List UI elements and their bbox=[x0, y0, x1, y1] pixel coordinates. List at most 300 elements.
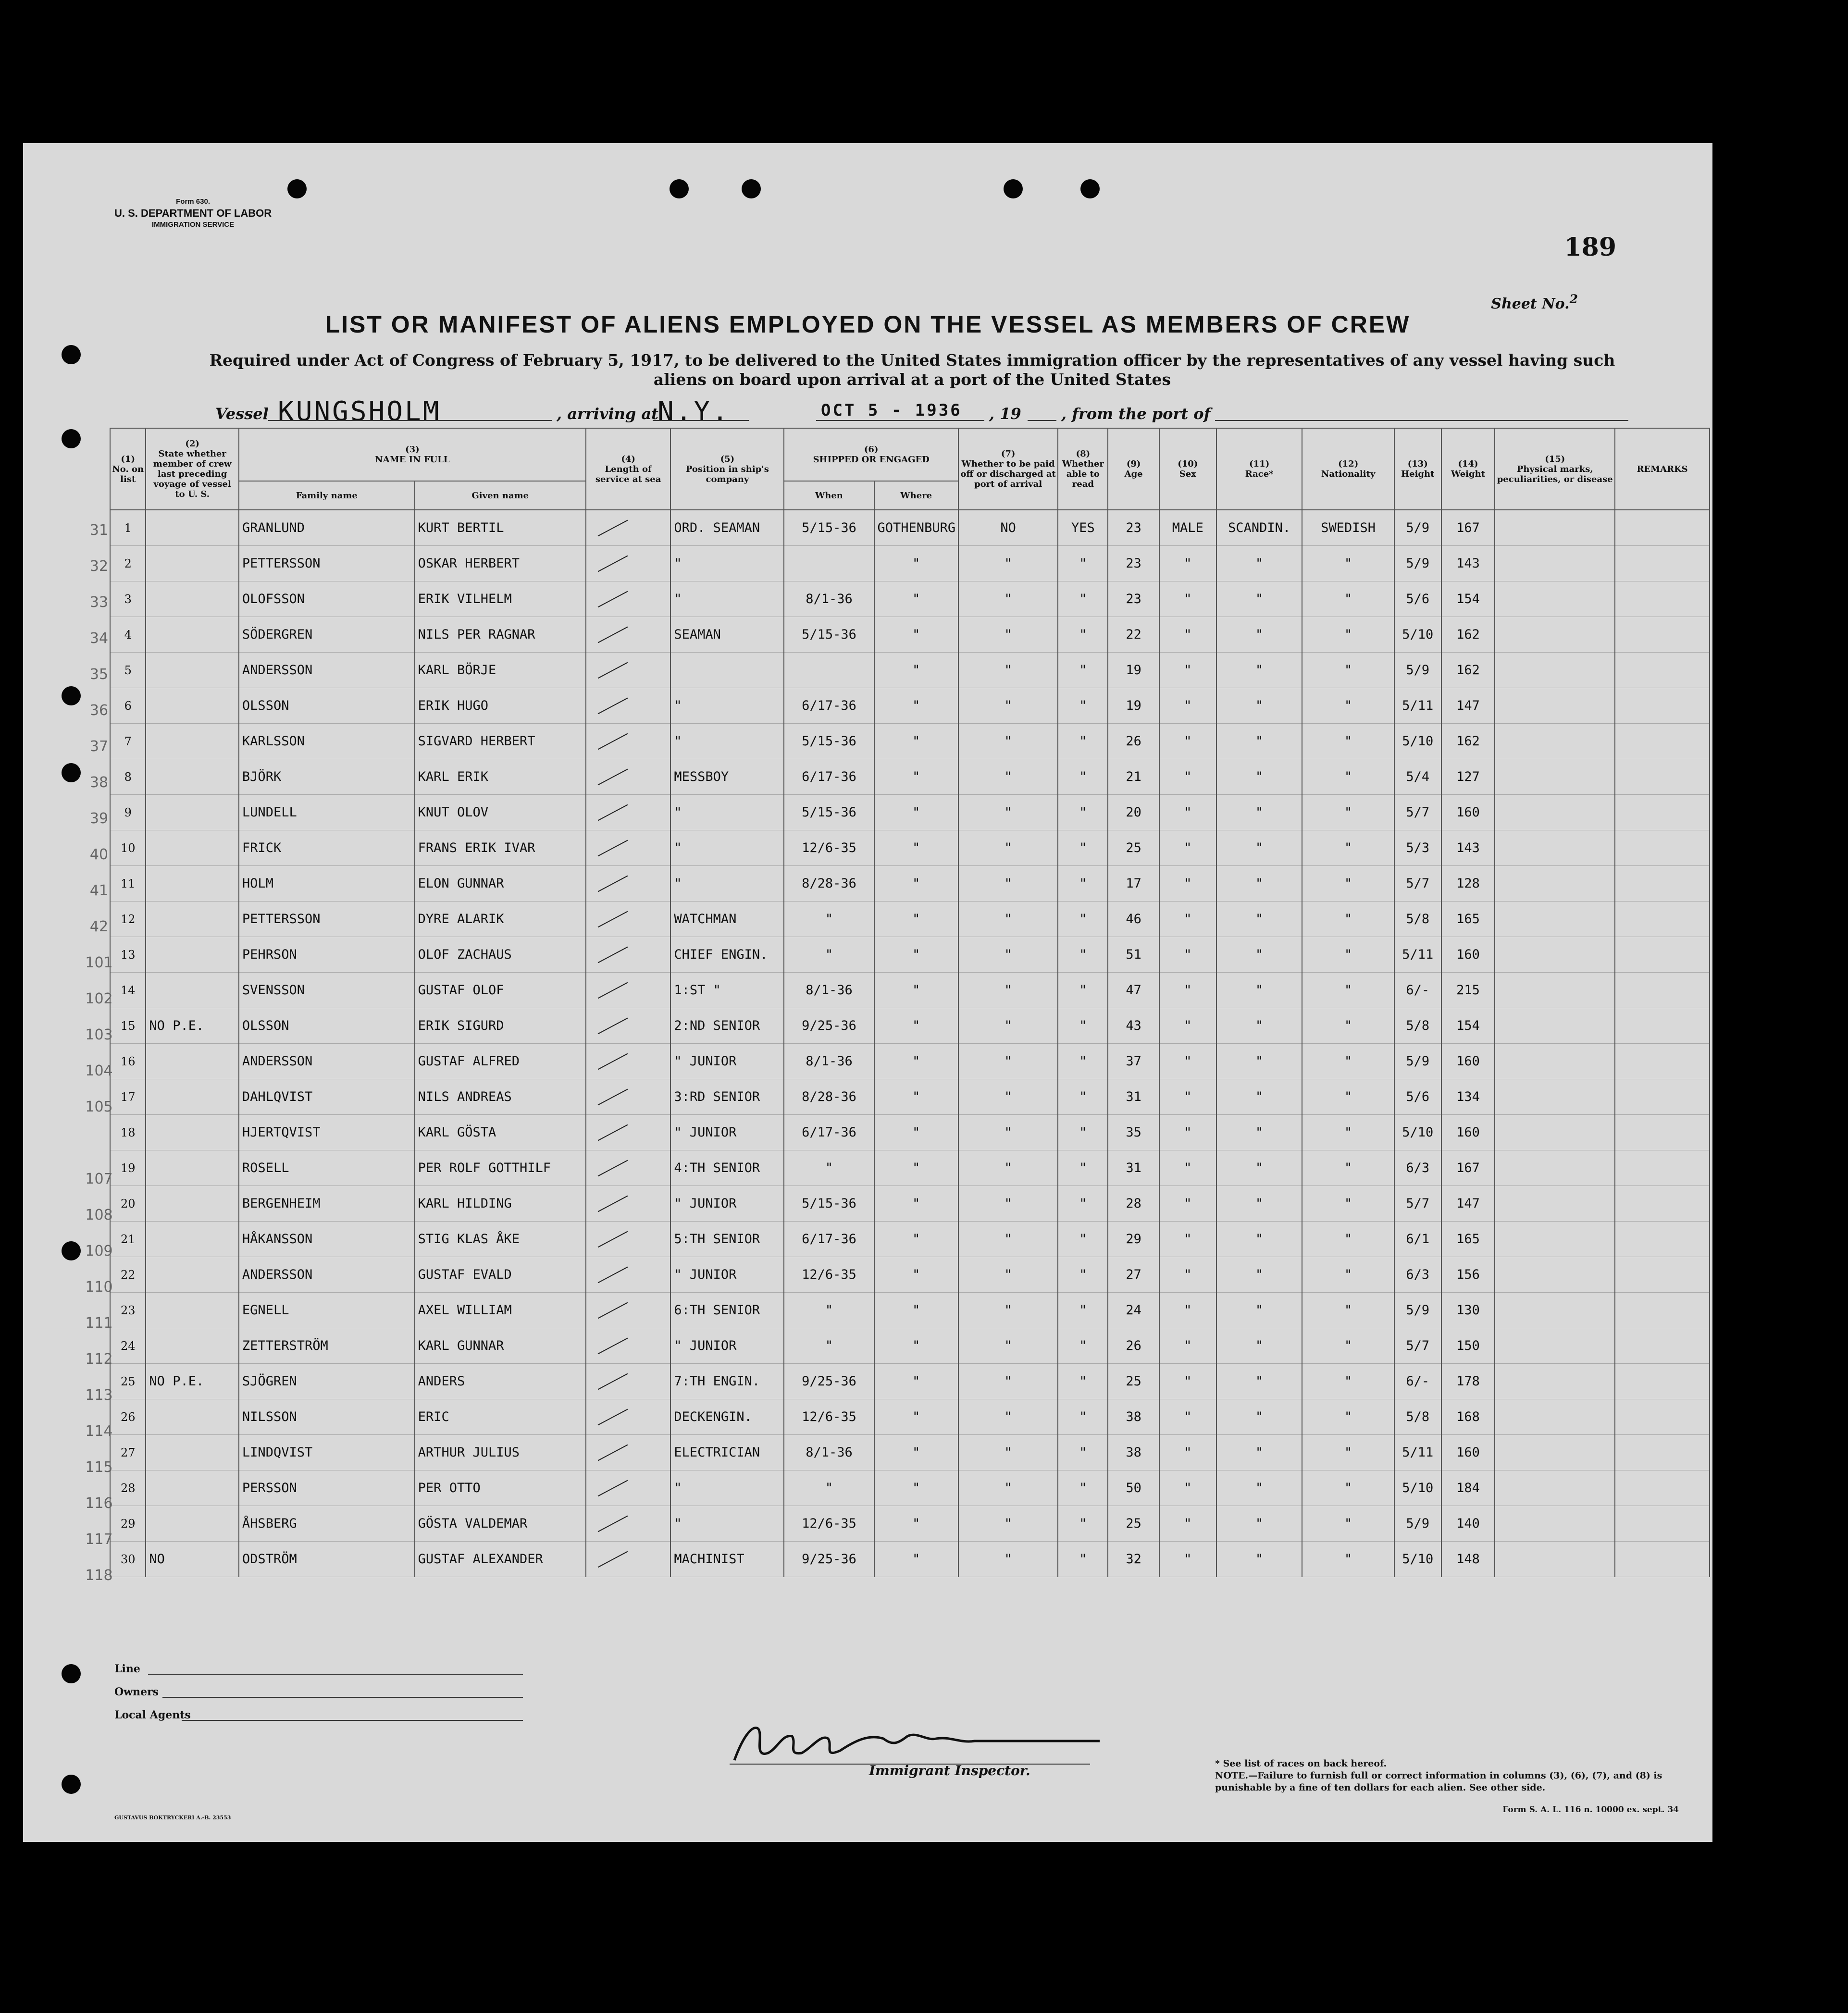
shipped-where-cell: " bbox=[874, 1115, 958, 1150]
able-to-read-cell: " bbox=[1058, 1435, 1108, 1470]
shipped-where-cell: " bbox=[874, 1506, 958, 1542]
given-name-cell: NILS ANDREAS bbox=[415, 1079, 586, 1115]
footnote bbox=[1215, 1758, 1686, 1794]
paid-off-cell: " bbox=[958, 1328, 1058, 1364]
table-row bbox=[110, 1044, 1710, 1079]
paid-off-cell: " bbox=[958, 1542, 1058, 1577]
family-name-cell: OLSSON bbox=[239, 688, 415, 724]
margin-line-number: 118 bbox=[85, 1567, 113, 1584]
shipped-where-cell: " bbox=[874, 581, 958, 617]
weight-cell: 162 bbox=[1441, 653, 1495, 688]
physical-marks-cell bbox=[1495, 1542, 1615, 1577]
sex-cell: " bbox=[1159, 1115, 1216, 1150]
printer-imprint: GUSTAVUS BOKTRYCKERI A.-B. 23553 bbox=[114, 1815, 231, 1821]
able-to-read-cell: " bbox=[1058, 937, 1108, 973]
col-header-age: (9) Age bbox=[1108, 428, 1159, 510]
height-cell: 6/- bbox=[1394, 1364, 1441, 1399]
length-of-service-cell bbox=[586, 581, 671, 617]
row-number-cell: 27 bbox=[110, 1435, 146, 1470]
punch-hole bbox=[1004, 179, 1023, 198]
punch-hole bbox=[1080, 179, 1100, 198]
age-cell: 43 bbox=[1108, 1008, 1159, 1044]
height-cell: 5/9 bbox=[1394, 1506, 1441, 1542]
able-to-read-cell: " bbox=[1058, 1079, 1108, 1115]
length-of-service-cell bbox=[586, 1222, 671, 1257]
weight-cell: 154 bbox=[1441, 581, 1495, 617]
height-cell: 5/8 bbox=[1394, 902, 1441, 937]
able-to-read-cell: " bbox=[1058, 1364, 1108, 1399]
row-number-cell: 4 bbox=[110, 617, 146, 653]
position-cell bbox=[670, 653, 784, 688]
given-name-cell: GUSTAF ALEXANDER bbox=[415, 1542, 586, 1577]
age-cell: 27 bbox=[1108, 1257, 1159, 1293]
given-name-cell: ARTHUR JULIUS bbox=[415, 1435, 586, 1470]
length-of-service-cell bbox=[586, 1186, 671, 1222]
family-name-cell: KARLSSON bbox=[239, 724, 415, 759]
remarks-cell bbox=[1615, 510, 1710, 546]
given-name-cell: SIGVARD HERBERT bbox=[415, 724, 586, 759]
remarks-cell bbox=[1615, 688, 1710, 724]
family-name-cell: PERSSON bbox=[239, 1470, 415, 1506]
weight-cell: 165 bbox=[1441, 902, 1495, 937]
shipped-when-cell: " bbox=[784, 1470, 874, 1506]
height-cell: 5/7 bbox=[1394, 866, 1441, 902]
able-to-read-cell: " bbox=[1058, 617, 1108, 653]
physical-marks-cell bbox=[1495, 724, 1615, 759]
weight-cell: 178 bbox=[1441, 1364, 1495, 1399]
physical-marks-cell bbox=[1495, 1222, 1615, 1257]
weight-cell: 143 bbox=[1441, 546, 1495, 581]
shipped-where-cell: " bbox=[874, 1150, 958, 1186]
shipped-when-cell: 5/15-36 bbox=[784, 1186, 874, 1222]
family-name-cell: GRANLUND bbox=[239, 510, 415, 546]
shipped-when-cell: " bbox=[784, 1293, 874, 1328]
race-cell: " bbox=[1216, 973, 1302, 1008]
height-cell: 5/7 bbox=[1394, 1328, 1441, 1364]
weight-cell: 160 bbox=[1441, 1115, 1495, 1150]
given-name-cell: NILS PER RAGNAR bbox=[415, 617, 586, 653]
paid-off-cell: " bbox=[958, 1399, 1058, 1435]
race-cell: " bbox=[1216, 1186, 1302, 1222]
row-number-cell: 20 bbox=[110, 1186, 146, 1222]
previous-voyage-cell bbox=[146, 1044, 239, 1079]
sex-cell: " bbox=[1159, 1008, 1216, 1044]
physical-marks-cell bbox=[1495, 1079, 1615, 1115]
position-cell: 1:ST " bbox=[670, 973, 784, 1008]
margin-line-number: 32 bbox=[89, 558, 109, 575]
height-cell: 5/6 bbox=[1394, 1079, 1441, 1115]
shipped-when-cell: 8/28-36 bbox=[784, 1079, 874, 1115]
paid-off-cell: " bbox=[958, 1186, 1058, 1222]
nationality-cell: " bbox=[1302, 937, 1394, 973]
physical-marks-cell bbox=[1495, 1435, 1615, 1470]
position-cell: WATCHMAN bbox=[670, 902, 784, 937]
sex-cell: " bbox=[1159, 1328, 1216, 1364]
nationality-cell: " bbox=[1302, 581, 1394, 617]
shipped-where-cell: " bbox=[874, 937, 958, 973]
physical-marks-cell bbox=[1495, 1115, 1615, 1150]
shipped-where-cell: " bbox=[874, 830, 958, 866]
length-of-service-cell bbox=[586, 1257, 671, 1293]
physical-marks-cell bbox=[1495, 546, 1615, 581]
shipped-where-cell: " bbox=[874, 973, 958, 1008]
length-of-service-cell bbox=[586, 902, 671, 937]
position-cell: SEAMAN bbox=[670, 617, 784, 653]
sex-cell: " bbox=[1159, 1435, 1216, 1470]
able-to-read-cell: " bbox=[1058, 1150, 1108, 1186]
family-name-cell: ZETTERSTRÖM bbox=[239, 1328, 415, 1364]
sex-cell: " bbox=[1159, 1079, 1216, 1115]
shipped-where-cell: GOTHENBURG bbox=[874, 510, 958, 546]
given-name-cell: FRANS ERIK IVAR bbox=[415, 830, 586, 866]
sex-cell: " bbox=[1159, 902, 1216, 937]
shipped-where-cell: " bbox=[874, 1044, 958, 1079]
margin-line-number: 33 bbox=[89, 594, 109, 611]
row-number-cell: 18 bbox=[110, 1115, 146, 1150]
line-label: Line bbox=[114, 1663, 140, 1675]
table-row bbox=[110, 1470, 1710, 1506]
paid-off-cell: " bbox=[958, 546, 1058, 581]
col-header-height: (13) Height bbox=[1394, 428, 1441, 510]
able-to-read-cell: " bbox=[1058, 653, 1108, 688]
position-cell: 5:TH SENIOR bbox=[670, 1222, 784, 1257]
height-cell: 6/3 bbox=[1394, 1150, 1441, 1186]
punch-hole bbox=[742, 179, 761, 198]
age-cell: 24 bbox=[1108, 1293, 1159, 1328]
given-name-cell: GÖSTA VALDEMAR bbox=[415, 1506, 586, 1542]
punch-hole bbox=[62, 345, 81, 364]
position-cell: 7:TH ENGIN. bbox=[670, 1364, 784, 1399]
paid-off-cell: " bbox=[958, 1150, 1058, 1186]
nationality-cell: " bbox=[1302, 866, 1394, 902]
able-to-read-cell: " bbox=[1058, 1186, 1108, 1222]
family-name-cell: HÅKANSSON bbox=[239, 1222, 415, 1257]
margin-line-number: 101 bbox=[85, 954, 113, 971]
able-to-read-cell: " bbox=[1058, 1542, 1108, 1577]
nationality-cell: " bbox=[1302, 1079, 1394, 1115]
paid-off-cell: " bbox=[958, 724, 1058, 759]
physical-marks-cell bbox=[1495, 1399, 1615, 1435]
shipped-when-cell: 8/1-36 bbox=[784, 1044, 874, 1079]
table-row bbox=[110, 759, 1710, 795]
shipped-where-cell: " bbox=[874, 653, 958, 688]
paid-off-cell: " bbox=[958, 866, 1058, 902]
sex-cell: " bbox=[1159, 581, 1216, 617]
paid-off-cell: " bbox=[958, 617, 1058, 653]
remarks-cell bbox=[1615, 902, 1710, 937]
physical-marks-cell bbox=[1495, 688, 1615, 724]
sex-cell: " bbox=[1159, 688, 1216, 724]
remarks-cell bbox=[1615, 653, 1710, 688]
previous-voyage-cell bbox=[146, 581, 239, 617]
weight-cell: 154 bbox=[1441, 1008, 1495, 1044]
margin-line-number: 110 bbox=[85, 1279, 113, 1296]
previous-voyage-cell bbox=[146, 1435, 239, 1470]
table-row bbox=[110, 866, 1710, 902]
sex-cell: MALE bbox=[1159, 510, 1216, 546]
height-cell: 5/10 bbox=[1394, 617, 1441, 653]
position-cell: " bbox=[670, 1470, 784, 1506]
local-agents-label: Local Agents bbox=[114, 1709, 191, 1721]
nationality-cell: " bbox=[1302, 724, 1394, 759]
able-to-read-cell: " bbox=[1058, 795, 1108, 830]
margin-line-number: 35 bbox=[89, 666, 109, 683]
position-cell: ELECTRICIAN bbox=[670, 1435, 784, 1470]
margin-line-number: 117 bbox=[85, 1531, 113, 1548]
row-number-cell: 3 bbox=[110, 581, 146, 617]
previous-voyage-cell: NO P.E. bbox=[146, 1364, 239, 1399]
previous-voyage-cell bbox=[146, 1328, 239, 1364]
given-name-cell: ERIK SIGURD bbox=[415, 1008, 586, 1044]
physical-marks-cell bbox=[1495, 1470, 1615, 1506]
age-cell: 47 bbox=[1108, 973, 1159, 1008]
able-to-read-cell: " bbox=[1058, 546, 1108, 581]
race-cell: " bbox=[1216, 1506, 1302, 1542]
age-cell: 28 bbox=[1108, 1186, 1159, 1222]
able-to-read-cell: " bbox=[1058, 1506, 1108, 1542]
shipped-where-cell: " bbox=[874, 1435, 958, 1470]
table-row bbox=[110, 795, 1710, 830]
previous-voyage-cell bbox=[146, 1506, 239, 1542]
row-number-cell: 22 bbox=[110, 1257, 146, 1293]
nationality-cell: " bbox=[1302, 546, 1394, 581]
punch-hole bbox=[287, 179, 307, 198]
remarks-cell bbox=[1615, 759, 1710, 795]
length-of-service-cell bbox=[586, 830, 671, 866]
physical-marks-cell bbox=[1495, 1364, 1615, 1399]
shipped-where-cell: " bbox=[874, 546, 958, 581]
table-row bbox=[110, 581, 1710, 617]
height-cell: 5/6 bbox=[1394, 581, 1441, 617]
given-name-cell: KURT BERTIL bbox=[415, 510, 586, 546]
race-cell: " bbox=[1216, 937, 1302, 973]
length-of-service-cell bbox=[586, 1008, 671, 1044]
position-cell: DECKENGIN. bbox=[670, 1399, 784, 1435]
col-header-nationality: (12) Nationality bbox=[1302, 428, 1394, 510]
table-row bbox=[110, 1150, 1710, 1186]
shipped-where-cell: " bbox=[874, 617, 958, 653]
shipped-where-cell: " bbox=[874, 759, 958, 795]
physical-marks-cell bbox=[1495, 617, 1615, 653]
given-name-cell: GUSTAF ALFRED bbox=[415, 1044, 586, 1079]
sex-cell: " bbox=[1159, 653, 1216, 688]
col-header-no: (1) No. on list bbox=[110, 428, 146, 510]
age-cell: 31 bbox=[1108, 1079, 1159, 1115]
sex-cell: " bbox=[1159, 724, 1216, 759]
height-cell: 5/11 bbox=[1394, 937, 1441, 973]
given-name-cell: OLOF ZACHAUS bbox=[415, 937, 586, 973]
weight-cell: 167 bbox=[1441, 510, 1495, 546]
table-row bbox=[110, 1542, 1710, 1577]
length-of-service-cell bbox=[586, 973, 671, 1008]
length-of-service-cell bbox=[586, 795, 671, 830]
age-cell: 32 bbox=[1108, 1542, 1159, 1577]
race-cell: " bbox=[1216, 1008, 1302, 1044]
col-header-sex: (10) Sex bbox=[1159, 428, 1216, 510]
margin-line-number: 102 bbox=[85, 990, 113, 1007]
form-number: Form 630. bbox=[176, 198, 211, 206]
given-name-cell: AXEL WILLIAM bbox=[415, 1293, 586, 1328]
length-of-service-cell bbox=[586, 866, 671, 902]
row-number-cell: 21 bbox=[110, 1222, 146, 1257]
remarks-cell bbox=[1615, 1079, 1710, 1115]
given-name-cell: DYRE ALARIK bbox=[415, 902, 586, 937]
row-number-cell: 8 bbox=[110, 759, 146, 795]
race-cell: " bbox=[1216, 1257, 1302, 1293]
paid-off-cell: " bbox=[958, 1079, 1058, 1115]
given-name-cell: KARL GUNNAR bbox=[415, 1328, 586, 1364]
shipped-when-cell: 6/17-36 bbox=[784, 759, 874, 795]
margin-line-number: 114 bbox=[85, 1423, 113, 1440]
position-cell: " bbox=[670, 546, 784, 581]
margin-line-number: 103 bbox=[85, 1026, 113, 1043]
length-of-service-cell bbox=[586, 759, 671, 795]
length-of-service-cell bbox=[586, 1079, 671, 1115]
able-to-read-cell: " bbox=[1058, 1399, 1108, 1435]
nationality-cell: " bbox=[1302, 1399, 1394, 1435]
able-to-read-cell: " bbox=[1058, 1115, 1108, 1150]
able-to-read-cell: " bbox=[1058, 688, 1108, 724]
family-name-cell: FRICK bbox=[239, 830, 415, 866]
col-header-physical-marks: (15) Physical marks, peculiarities, or disease bbox=[1495, 428, 1615, 510]
shipped-when-cell: " bbox=[784, 1150, 874, 1186]
sex-cell: " bbox=[1159, 973, 1216, 1008]
given-name-cell: KARL ERIK bbox=[415, 759, 586, 795]
sex-cell: " bbox=[1159, 1150, 1216, 1186]
table-row bbox=[110, 617, 1710, 653]
nationality-cell: " bbox=[1302, 1222, 1394, 1257]
row-number-cell: 10 bbox=[110, 830, 146, 866]
shipped-where-cell: " bbox=[874, 1079, 958, 1115]
col-header-position: (5) Position in ship's company bbox=[670, 428, 784, 510]
previous-voyage-cell bbox=[146, 1115, 239, 1150]
position-cell: MACHINIST bbox=[670, 1542, 784, 1577]
table-row bbox=[110, 1079, 1710, 1115]
shipped-where-cell: " bbox=[874, 1293, 958, 1328]
nationality-cell: " bbox=[1302, 830, 1394, 866]
height-cell: 5/9 bbox=[1394, 546, 1441, 581]
remarks-cell bbox=[1615, 1506, 1710, 1542]
row-number-cell: 13 bbox=[110, 937, 146, 973]
margin-line-number: 109 bbox=[85, 1243, 113, 1260]
weight-cell: 156 bbox=[1441, 1257, 1495, 1293]
shipped-when-cell: 12/6-35 bbox=[784, 830, 874, 866]
shipped-where-cell: " bbox=[874, 1257, 958, 1293]
paid-off-cell: " bbox=[958, 973, 1058, 1008]
nationality-cell: " bbox=[1302, 688, 1394, 724]
sex-cell: " bbox=[1159, 1542, 1216, 1577]
age-cell: 50 bbox=[1108, 1470, 1159, 1506]
manifest-sheet bbox=[23, 143, 1712, 1842]
weight-cell: 215 bbox=[1441, 973, 1495, 1008]
length-of-service-cell bbox=[586, 1150, 671, 1186]
nationality-cell: " bbox=[1302, 1008, 1394, 1044]
able-to-read-cell: " bbox=[1058, 973, 1108, 1008]
age-cell: 19 bbox=[1108, 653, 1159, 688]
department-block bbox=[114, 196, 272, 231]
given-name-cell: GUSTAF OLOF bbox=[415, 973, 586, 1008]
height-cell: 5/4 bbox=[1394, 759, 1441, 795]
shipped-when-cell: 5/15-36 bbox=[784, 617, 874, 653]
table-row bbox=[110, 1435, 1710, 1470]
physical-marks-cell bbox=[1495, 1257, 1615, 1293]
col-header-previous-voyage: (2) State whether member of crew last preceding voyage of vessel to U. S. bbox=[146, 428, 239, 510]
previous-voyage-cell bbox=[146, 1399, 239, 1435]
shipped-where-cell: " bbox=[874, 1008, 958, 1044]
given-name-cell: OSKAR HERBERT bbox=[415, 546, 586, 581]
shipped-when-cell: 12/6-35 bbox=[784, 1399, 874, 1435]
age-cell: 23 bbox=[1108, 581, 1159, 617]
page-number: 189 bbox=[1564, 233, 1616, 262]
nationality-cell: " bbox=[1302, 1150, 1394, 1186]
position-cell: " JUNIOR bbox=[670, 1115, 784, 1150]
shipped-where-cell: " bbox=[874, 1186, 958, 1222]
weight-cell: 168 bbox=[1441, 1399, 1495, 1435]
height-cell: 5/10 bbox=[1394, 1542, 1441, 1577]
family-name-cell: ANDERSSON bbox=[239, 1044, 415, 1079]
physical-marks-cell bbox=[1495, 973, 1615, 1008]
arriving-port: N.Y. bbox=[657, 396, 730, 427]
position-cell: 2:ND SENIOR bbox=[670, 1008, 784, 1044]
previous-voyage-cell: NO bbox=[146, 1542, 239, 1577]
weight-cell: 150 bbox=[1441, 1328, 1495, 1364]
family-name-cell: OLSSON bbox=[239, 1008, 415, 1044]
nationality-cell: " bbox=[1302, 653, 1394, 688]
margin-line-number: 113 bbox=[85, 1387, 113, 1404]
physical-marks-cell bbox=[1495, 830, 1615, 866]
table-row bbox=[110, 1506, 1710, 1542]
paid-off-cell: " bbox=[958, 1115, 1058, 1150]
margin-line-number: 111 bbox=[85, 1315, 113, 1332]
age-cell: 23 bbox=[1108, 546, 1159, 581]
table-row bbox=[110, 1257, 1710, 1293]
height-cell: 5/9 bbox=[1394, 1293, 1441, 1328]
shipped-where-cell: " bbox=[874, 902, 958, 937]
family-name-cell: OLOFSSON bbox=[239, 581, 415, 617]
row-number-cell: 12 bbox=[110, 902, 146, 937]
age-cell: 25 bbox=[1108, 830, 1159, 866]
document-title: LIST OR MANIFEST OF ALIENS EMPLOYED ON THE VESSEL AS MEMBERS OF CREW bbox=[325, 311, 1411, 338]
shipped-where-cell: " bbox=[874, 1328, 958, 1364]
shipped-when-cell: 8/1-36 bbox=[784, 1435, 874, 1470]
height-cell: 5/10 bbox=[1394, 724, 1441, 759]
shipped-when-cell bbox=[784, 653, 874, 688]
col-header-when: When bbox=[784, 481, 874, 510]
position-cell: " bbox=[670, 795, 784, 830]
shipped-where-cell: " bbox=[874, 866, 958, 902]
table-row bbox=[110, 653, 1710, 688]
height-cell: 5/10 bbox=[1394, 1470, 1441, 1506]
paid-off-cell: " bbox=[958, 795, 1058, 830]
previous-voyage-cell bbox=[146, 1186, 239, 1222]
previous-voyage-cell bbox=[146, 759, 239, 795]
margin-line-number: 38 bbox=[89, 774, 109, 791]
age-cell: 26 bbox=[1108, 724, 1159, 759]
position-cell: 6:TH SENIOR bbox=[670, 1293, 784, 1328]
row-number-cell: 5 bbox=[110, 653, 146, 688]
race-cell: " bbox=[1216, 1079, 1302, 1115]
nationality-cell: " bbox=[1302, 1115, 1394, 1150]
length-of-service-cell bbox=[586, 1115, 671, 1150]
previous-voyage-cell bbox=[146, 1079, 239, 1115]
race-cell: " bbox=[1216, 1435, 1302, 1470]
length-of-service-cell bbox=[586, 1399, 671, 1435]
length-of-service-cell bbox=[586, 617, 671, 653]
previous-voyage-cell bbox=[146, 653, 239, 688]
previous-voyage-cell bbox=[146, 1222, 239, 1257]
previous-voyage-cell bbox=[146, 973, 239, 1008]
race-cell: " bbox=[1216, 795, 1302, 830]
